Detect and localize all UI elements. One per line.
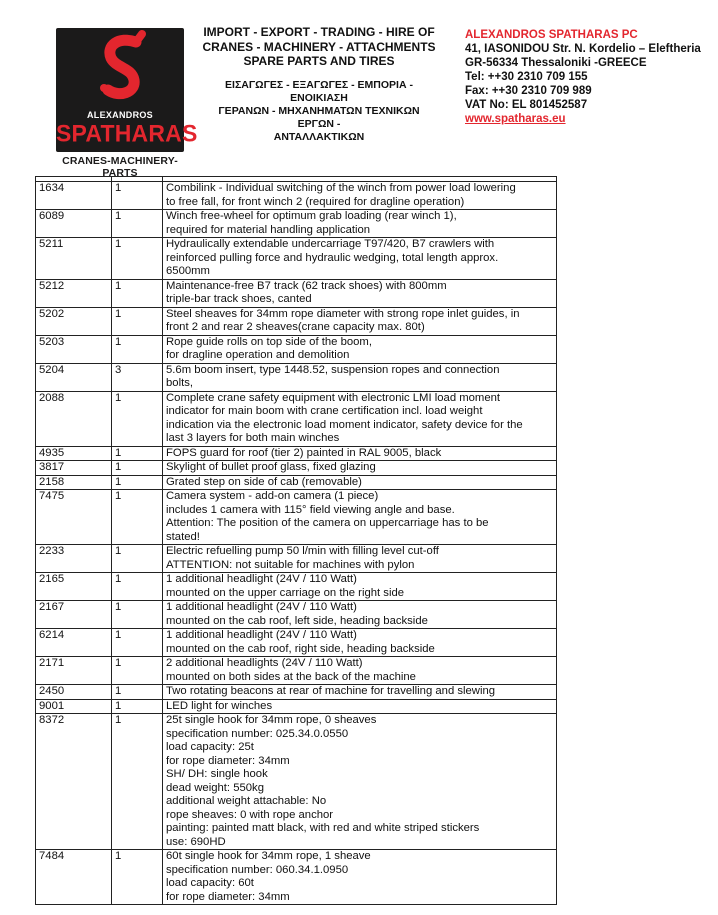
item-description xyxy=(163,279,557,307)
table-row xyxy=(36,545,557,573)
item-description xyxy=(163,601,557,629)
item-quantity: 1 xyxy=(112,685,163,700)
table-row xyxy=(36,475,557,490)
fax: Fax: ++30 2310 709 989 xyxy=(465,85,592,97)
description-line: mounted on the cab roof, right side, heading backside xyxy=(166,642,435,655)
website-link[interactable]: www.spatharas.eu xyxy=(465,113,566,125)
logo-name-top: ALEXANDROS xyxy=(86,110,153,120)
description-line: mounted on the upper carriage on the right side xyxy=(166,586,405,599)
item-code: 2233 xyxy=(36,545,112,573)
description-line: Grated step on side of cab (removable) xyxy=(166,475,362,488)
item-description xyxy=(163,685,557,700)
item-code: 7475 xyxy=(36,490,112,545)
description-line: 1 additional headlight (24V / 110 Watt) xyxy=(166,601,357,613)
item-description xyxy=(163,699,557,714)
item-description xyxy=(163,461,557,476)
description-line: SH/ DH: single hook xyxy=(166,768,268,780)
description-line: 2 additional headlights (24V / 110 Watt) xyxy=(166,657,363,669)
header-services xyxy=(196,25,442,144)
item-quantity: 1 xyxy=(112,182,163,210)
description-line: 60t single hook for 34mm rope, 1 sheave xyxy=(166,850,371,862)
description-line: for dragline operation and demolition xyxy=(166,349,350,361)
equipment-table xyxy=(35,176,557,905)
item-code: 5203 xyxy=(36,335,112,363)
table-row xyxy=(36,210,557,238)
description-line: 1 additional headlight (24V / 110 Watt) xyxy=(166,573,357,585)
item-quantity: 1 xyxy=(112,475,163,490)
table-row xyxy=(36,601,557,629)
description-line: required for material handling application xyxy=(166,223,371,236)
item-description xyxy=(163,475,557,490)
item-quantity: 3 xyxy=(112,363,163,391)
description-line: stated! xyxy=(166,530,200,543)
item-quantity: 1 xyxy=(112,699,163,714)
services-en-line: SPARE PARTS AND TIRES xyxy=(243,54,395,68)
description-line: Camera system - add-on camera (1 piece) xyxy=(166,490,379,502)
table-row xyxy=(36,446,557,461)
item-description xyxy=(163,307,557,335)
item-code: 2171 xyxy=(36,657,112,685)
logo-background xyxy=(56,28,198,152)
table-row xyxy=(36,490,557,545)
description-line: load capacity: 60t xyxy=(166,877,254,889)
item-quantity: 1 xyxy=(112,714,163,850)
logo-name-main: SPATHARAS xyxy=(56,119,198,147)
item-quantity: 1 xyxy=(112,307,163,335)
description-line: reinforced pulling force and hydraulic wedging, total length approx. xyxy=(166,251,499,264)
item-quantity: 1 xyxy=(112,238,163,280)
item-quantity: 1 xyxy=(112,601,163,629)
description-line: Hydraulically extendable undercarriage T97/420, B7 crawlers with xyxy=(166,238,495,250)
services-greek xyxy=(196,79,442,144)
table-row xyxy=(36,391,557,446)
address-line-1: 41, IASONIDOU Str. N. Kordelio – Eleftheria xyxy=(465,43,701,55)
item-description xyxy=(163,391,557,446)
item-description xyxy=(163,182,557,210)
description-line: last 3 layers for both main winches xyxy=(166,432,340,444)
services-gr-line: ΕΡΓΩΝ - xyxy=(297,117,341,130)
item-quantity: 1 xyxy=(112,461,163,476)
hook-s-icon xyxy=(56,28,184,114)
item-description xyxy=(163,446,557,461)
description-line: bolts, xyxy=(166,377,194,389)
description-line: ATTENTION: not suitable for machines with pylon xyxy=(166,558,415,571)
description-line: 6500mm xyxy=(166,265,210,277)
item-code: 1634 xyxy=(36,182,112,210)
item-description xyxy=(163,629,557,657)
services-en-line: CRANES - MACHINERY - ATTACHMENTS xyxy=(202,39,436,54)
item-description xyxy=(163,657,557,685)
description-line: rope sheaves: 0 with rope anchor xyxy=(166,808,334,821)
description-line: use: 690HD xyxy=(166,835,226,848)
item-code: 2167 xyxy=(36,601,112,629)
table-row xyxy=(36,850,557,905)
item-code: 7484 xyxy=(36,850,112,905)
services-gr-line: ΑΝΤΑΛΛΑΚΤΙΚΩΝ xyxy=(273,130,365,143)
item-code: 4935 xyxy=(36,446,112,461)
item-code: 3817 xyxy=(36,461,112,476)
description-line: mounted on both sides at the back of the machine xyxy=(166,670,416,683)
description-line: Two rotating beacons at rear of machine for travelling and slewing xyxy=(166,685,496,697)
item-description xyxy=(163,210,557,238)
item-code: 8372 xyxy=(36,714,112,850)
item-code: 6089 xyxy=(36,210,112,238)
description-line: indication via the electronic load moment indicator, safety device for the xyxy=(166,418,523,431)
description-line: Skylight of bullet proof glass, fixed glazing xyxy=(166,461,376,473)
description-line: indicator for main boom with crane certification incl. load weight xyxy=(166,405,483,417)
description-line: specification number: 025.34.0.0550 xyxy=(166,727,349,740)
item-code: 5204 xyxy=(36,363,112,391)
table-row xyxy=(36,714,557,850)
description-line: Steel sheaves for 34mm rope diameter with strong rope inlet guides, in xyxy=(166,307,520,320)
description-line: Complete crane safety equipment with electronic LMI load moment xyxy=(166,391,501,404)
company-address-block xyxy=(465,28,718,126)
description-line: to free fall, for front winch 2 (required for dragline operation) xyxy=(166,195,465,208)
item-code: 6214 xyxy=(36,629,112,657)
description-line: specification number: 060.34.1.0950 xyxy=(166,863,349,876)
table-row xyxy=(36,182,557,210)
item-quantity: 1 xyxy=(112,335,163,363)
item-description xyxy=(163,573,557,601)
company-logo xyxy=(56,28,198,179)
description-line: Electric refuelling pump 50 l/min with filling level cut-off xyxy=(166,545,439,557)
item-quantity: 1 xyxy=(112,210,163,238)
description-line: dead weight: 550kg xyxy=(166,781,264,794)
table-row xyxy=(36,629,557,657)
table-row xyxy=(36,699,557,714)
description-line: load capacity: 25t xyxy=(166,741,254,753)
item-code: 2088 xyxy=(36,391,112,446)
description-line: additional weight attachable: No xyxy=(166,795,327,807)
item-quantity: 1 xyxy=(112,279,163,307)
item-description xyxy=(163,335,557,363)
services-en-line: IMPORT - EXPORT - TRADING - HIRE OF xyxy=(203,25,435,39)
item-description xyxy=(163,714,557,850)
description-line: for rope diameter: 34mm xyxy=(166,890,290,903)
item-description xyxy=(163,490,557,545)
description-line: 25t single hook for 34mm rope, 0 sheaves xyxy=(166,714,377,726)
description-line: Attention: The position of the camera on uppercarriage has to be xyxy=(166,517,489,529)
table-row xyxy=(36,363,557,391)
item-code: 5211 xyxy=(36,238,112,280)
vat-number: VAT No: EL 801452587 xyxy=(465,99,588,111)
item-code: 5202 xyxy=(36,307,112,335)
table-row xyxy=(36,238,557,280)
company-name: ALEXANDROS SPATHARAS PC xyxy=(465,29,638,41)
item-code: 5212 xyxy=(36,279,112,307)
table-row xyxy=(36,335,557,363)
item-quantity: 1 xyxy=(112,657,163,685)
description-line: includes 1 camera with 115° field viewing angle and base. xyxy=(166,503,455,516)
telephone: Tel: ++30 2310 709 155 xyxy=(465,71,588,83)
item-code: 9001 xyxy=(36,699,112,714)
description-line: Rope guide rolls on top side of the boom, xyxy=(166,335,372,348)
item-code: 2450 xyxy=(36,685,112,700)
description-line: 5.6m boom insert, type 1448.52, suspension ropes and connection xyxy=(166,363,500,376)
services-gr-line: ΕΝΟΙΚΙΑΣΗ xyxy=(290,91,348,104)
description-line: FOPS guard for roof (tier 2) painted in RAL 9005, black xyxy=(166,446,442,459)
item-quantity: 1 xyxy=(112,545,163,573)
table-row xyxy=(36,461,557,476)
table-row xyxy=(36,279,557,307)
item-code: 2158 xyxy=(36,475,112,490)
item-quantity: 1 xyxy=(112,850,163,905)
item-description xyxy=(163,363,557,391)
table-row xyxy=(36,657,557,685)
item-quantity: 1 xyxy=(112,629,163,657)
item-quantity: 1 xyxy=(112,391,163,446)
item-code: 2165 xyxy=(36,573,112,601)
description-line: triple-bar track shoes, canted xyxy=(166,293,312,305)
item-description xyxy=(163,238,557,280)
address-line-2: GR-56334 Thessaloniki -GREECE xyxy=(465,57,647,69)
item-quantity: 1 xyxy=(112,446,163,461)
description-line: Maintenance-free B7 track (62 track shoes) with 800mm xyxy=(166,279,447,292)
services-english xyxy=(196,25,442,69)
description-line: for rope diameter: 34mm xyxy=(166,754,290,767)
item-quantity: 1 xyxy=(112,573,163,601)
description-line: mounted on the cab roof, left side, heading backside xyxy=(166,614,428,627)
table-row xyxy=(36,685,557,700)
description-line: Winch free-wheel for optimum grab loading (rear winch 1), xyxy=(166,210,457,222)
item-description xyxy=(163,545,557,573)
table-row xyxy=(36,307,557,335)
description-line: LED light for winches xyxy=(166,699,273,712)
description-line: 1 additional headlight (24V / 110 Watt) xyxy=(166,629,357,641)
description-line: painting: painted matt black, with red and white striped stickers xyxy=(166,822,480,834)
description-line: front 2 and rear 2 sheaves(crane capacity max. 80t) xyxy=(166,321,425,333)
table-row xyxy=(36,573,557,601)
item-description xyxy=(163,850,557,905)
logo-tagline: CRANES-MACHINERY-PARTS xyxy=(62,155,178,179)
services-gr-line: ΕΙΣΑΓΩΓΕΣ - ΕΞΑΓΩΓΕΣ - ΕΜΠΟΡΙΑ - xyxy=(225,78,413,91)
item-quantity: 1 xyxy=(112,490,163,545)
description-line: Combilink - Individual switching of the winch from power load lowering xyxy=(166,182,516,194)
services-gr-line: ΓΕΡΑΝΩΝ - ΜΗΧΑΝΗΜΑΤΩΝ ΤΕΧΝΙΚΩΝ xyxy=(218,104,420,117)
